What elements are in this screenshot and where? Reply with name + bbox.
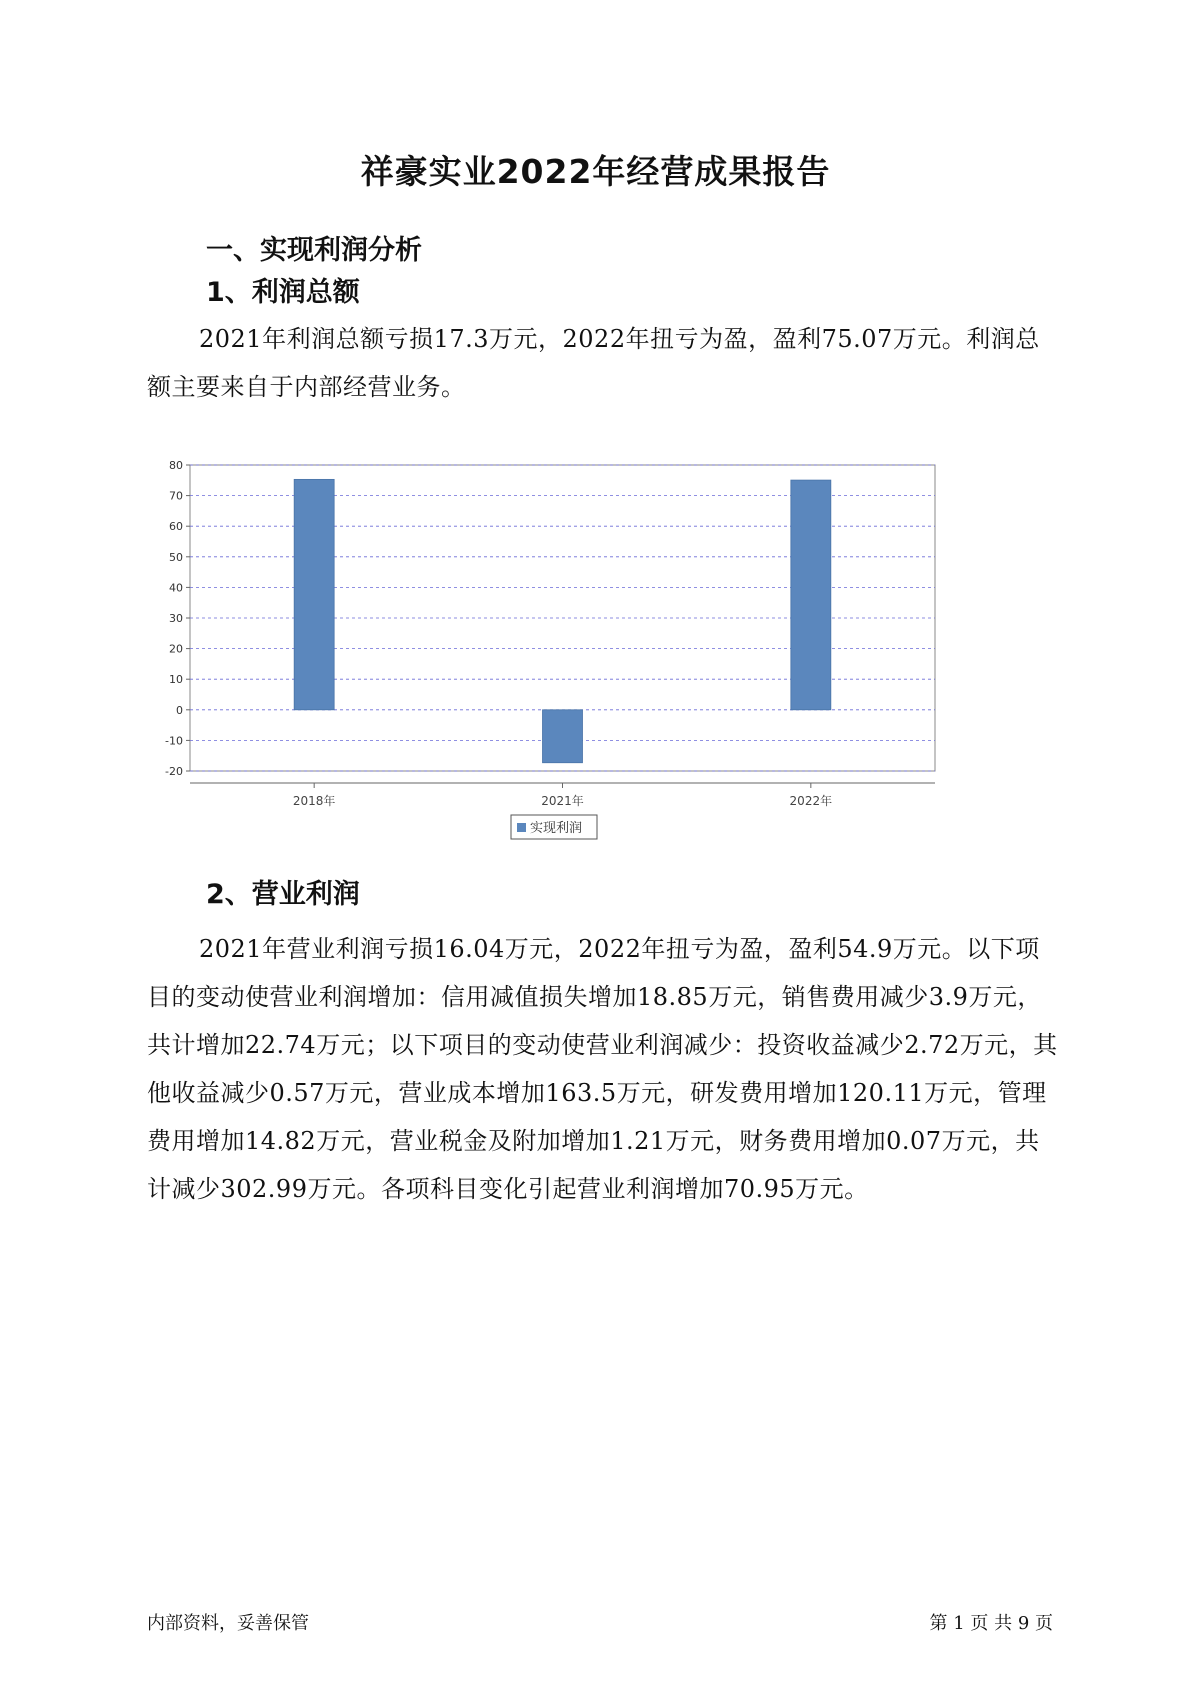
- y-tick-label: 40: [169, 581, 183, 595]
- y-tick-label: 80: [169, 459, 183, 472]
- chart-canvas: [150, 455, 1020, 915]
- y-tick-label: 30: [169, 612, 183, 625]
- bar: [294, 479, 334, 709]
- subsection-heading-operating-profit: 2、营业利润: [206, 879, 360, 910]
- operating-profit-paragraph: 2021年营业利润亏损16.04万元，2022年扭亏为盈，盈利54.9万元。以下项目的变动使营业利润增加：信用减值损失增加18.85万元，销售费用减少3.9万元，共计增加22.74万元；以下项目的变动使营业利润减少：投资收益减少2.72万元，其他收益减少0.57万元，营业成本增加163.5万元，研发费用增加120.11万元，管理费用增加14.82万元，营业税金及附加增加1.21万元，财务费用增加0.07万元，共计减少302.99万元。各项科目变化引起营业利润增加70.95万元。: [147, 935, 1058, 1203]
- bar: [543, 710, 583, 763]
- y-tick-label: 70: [169, 489, 183, 503]
- x-tick-label: 2022年: [789, 794, 833, 808]
- page-title: 祥豪实业2022年经营成果报告: [360, 152, 831, 191]
- legend-swatch: [517, 823, 526, 832]
- page-number: 第 1 页 共 9 页: [929, 1613, 1053, 1634]
- profit-chart: [150, 455, 1020, 915]
- y-tick-label: 60: [169, 520, 183, 534]
- footer-confidential-note: 内部资料，妥善保管: [147, 1613, 309, 1634]
- x-tick-label: 2018年: [292, 794, 336, 808]
- subsection-heading-total-profit: 1、利润总额: [206, 277, 360, 308]
- total-profit-paragraph: 2021年利润总额亏损17.3万元，2022年扭亏为盈，盈利75.07万元。利润总额主要来自于内部经营业务。: [147, 325, 1040, 401]
- y-tick-label: -20: [165, 765, 183, 778]
- y-tick-label: 20: [169, 642, 183, 656]
- y-tick-label: -10: [165, 734, 183, 748]
- section-heading-profit-analysis: 一、实现利润分析: [206, 235, 422, 266]
- bar: [791, 480, 831, 710]
- x-tick-label: 2021年: [541, 794, 584, 808]
- y-tick-label: 0: [176, 703, 183, 717]
- y-tick-label: 50: [169, 550, 183, 564]
- y-tick-label: 10: [169, 673, 183, 687]
- legend-label: 实现利润: [530, 821, 583, 836]
